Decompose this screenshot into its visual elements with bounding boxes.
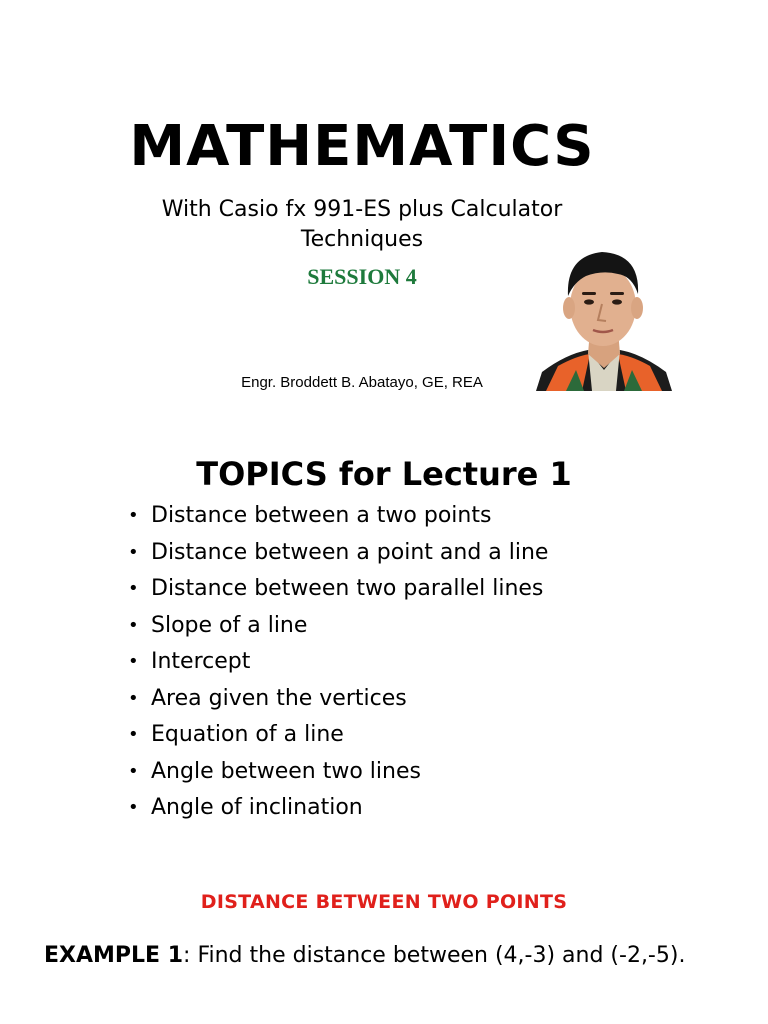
subtitle: With Casio fx 991-ES plus Calculator Techniques [161, 197, 563, 252]
topics-list [128, 498, 548, 827]
bullet-icon: • [128, 505, 139, 526]
example-label: EXAMPLE 1 [44, 943, 184, 968]
list-item [128, 571, 548, 608]
list-item [128, 608, 548, 645]
topic-text: Distance between a two points [151, 503, 492, 528]
list-item [128, 681, 548, 718]
bullet-icon: • [128, 541, 139, 563]
list-item [128, 790, 548, 827]
list-item [128, 498, 548, 535]
topic-text: Intercept [151, 649, 251, 674]
example-text: : Find the distance between (4,-3) and (-2,-5). [183, 943, 686, 968]
page-title: MATHEMATICS [129, 114, 595, 179]
session-label: SESSION 4 [307, 264, 417, 289]
section-heading: DISTANCE BETWEEN TWO POINTS [200, 891, 568, 913]
list-item [128, 535, 548, 572]
bullet-icon: • [128, 651, 139, 672]
example-problem [44, 940, 704, 971]
bullet-icon: • [128, 614, 139, 636]
list-item [128, 644, 548, 681]
topic-text: Slope of a line [151, 612, 308, 638]
bullet-icon: • [128, 760, 139, 782]
bullet-icon: • [128, 687, 139, 709]
bullet-icon: • [128, 797, 139, 818]
bullet-icon: • [128, 578, 139, 599]
topic-text: Distance between two parallel lines [151, 576, 544, 601]
list-item [128, 717, 548, 754]
author-name: Engr. Broddett B. Abatayo, GE, REA [241, 374, 483, 391]
list-item [128, 754, 548, 791]
bullet-icon: • [128, 724, 139, 745]
topics-heading: TOPICS for Lecture 1 [196, 455, 572, 493]
topic-text: Area given the vertices [151, 685, 407, 711]
author-photo [536, 244, 672, 391]
topic-text: Angle between two lines [151, 758, 421, 784]
topic-text: Equation of a line [151, 722, 344, 747]
topic-text: Angle of inclination [151, 795, 363, 820]
topic-text: Distance between a point and a line [151, 539, 549, 565]
